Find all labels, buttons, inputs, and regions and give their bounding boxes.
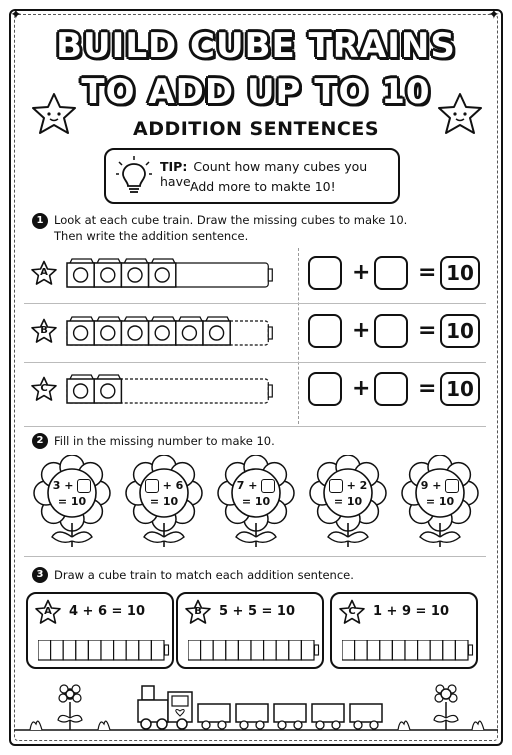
flower-result: = 10 bbox=[333, 495, 363, 508]
flower-equation bbox=[129, 478, 199, 510]
empty-cube-train[interactable] bbox=[38, 640, 170, 662]
page-subtitle: ADDITION SENTENCES bbox=[132, 118, 380, 140]
flower-icon bbox=[434, 685, 458, 730]
section-number-1: 1 bbox=[32, 213, 48, 229]
tip-text-1: Count how many cubes you have. bbox=[160, 159, 368, 189]
train-end-cap bbox=[268, 269, 272, 281]
page-title-line1: BUILD CUBE TRAINS bbox=[56, 26, 456, 66]
card-label: C bbox=[348, 606, 356, 617]
empty-cube-slot bbox=[405, 640, 418, 660]
row-label-star bbox=[30, 260, 58, 290]
empty-cube-slot bbox=[88, 640, 101, 660]
card-sentence: 4 + 6 = 10 bbox=[68, 604, 146, 619]
empty-cube-slot bbox=[276, 640, 289, 660]
flower-equation bbox=[405, 478, 475, 510]
row-label: B bbox=[40, 325, 48, 336]
corner-sparkle-icon: ✦ bbox=[488, 7, 500, 23]
cube-train bbox=[66, 258, 288, 292]
answer-box-1[interactable] bbox=[308, 314, 342, 348]
empty-cube-slot bbox=[201, 640, 214, 660]
empty-cube-slot bbox=[455, 640, 468, 660]
cube bbox=[149, 317, 176, 345]
missing-number-box[interactable] bbox=[329, 479, 343, 493]
cube bbox=[176, 317, 203, 345]
cube bbox=[67, 259, 94, 287]
empty-cube-slot bbox=[51, 640, 64, 660]
flower-addend: 7 + bbox=[236, 479, 258, 492]
missing-number-box[interactable] bbox=[145, 479, 159, 493]
addition-card bbox=[330, 592, 478, 669]
cube bbox=[94, 317, 121, 345]
cube bbox=[121, 259, 148, 287]
flower-result: = 10 bbox=[57, 495, 87, 508]
cube bbox=[121, 317, 148, 345]
empty-cube-slot bbox=[213, 640, 226, 660]
flower-addend: + 2 bbox=[346, 479, 368, 492]
tip-label: TIP: bbox=[160, 159, 188, 174]
empty-cube-slot bbox=[342, 640, 355, 660]
empty-cube-slot bbox=[367, 640, 380, 660]
cube bbox=[203, 317, 230, 345]
empty-cube-slot bbox=[139, 640, 152, 660]
cube-train bbox=[66, 374, 288, 408]
empty-cube-train[interactable] bbox=[342, 640, 474, 662]
flower-equation bbox=[313, 478, 383, 510]
addition-card bbox=[176, 592, 324, 669]
train-and-flowers-illustration bbox=[14, 680, 498, 736]
section1-instruction-2: Then write the addition sentence. bbox=[54, 229, 249, 243]
flower-result: = 10 bbox=[241, 495, 271, 508]
section2-instruction: Fill in the missing number to make 10. bbox=[54, 434, 275, 448]
row-label: C bbox=[40, 383, 48, 394]
total-box: 10 bbox=[440, 256, 480, 290]
empty-cube-slot bbox=[355, 640, 368, 660]
card-label: A bbox=[44, 606, 52, 617]
cube bbox=[67, 317, 94, 345]
total-box: 10 bbox=[440, 372, 480, 406]
cube bbox=[67, 375, 94, 403]
row-label: A bbox=[40, 267, 48, 278]
answer-box-2[interactable] bbox=[374, 256, 408, 290]
empty-cube-slot bbox=[226, 640, 239, 660]
train-end-cap bbox=[268, 385, 272, 397]
empty-cube-slot bbox=[151, 640, 164, 660]
empty-cube-slot bbox=[264, 640, 277, 660]
flower-addend: 3 + bbox=[52, 479, 74, 492]
empty-cube-slot bbox=[380, 640, 393, 660]
lightbulb-icon bbox=[114, 154, 154, 198]
plus-sign: + bbox=[352, 260, 371, 285]
equals-sign: = bbox=[418, 260, 437, 285]
answer-box-2[interactable] bbox=[374, 372, 408, 406]
answer-box-1[interactable] bbox=[308, 372, 342, 406]
empty-cube-slot bbox=[126, 640, 139, 660]
train-end-cap bbox=[268, 327, 272, 339]
missing-number-box[interactable] bbox=[445, 479, 459, 493]
row-label-star bbox=[30, 318, 58, 348]
empty-cube-slot bbox=[251, 640, 264, 660]
section-number-3: 3 bbox=[32, 567, 48, 583]
plus-sign: + bbox=[352, 318, 371, 343]
corner-sparkle-icon: ✦ bbox=[10, 7, 22, 23]
answer-box-2[interactable] bbox=[374, 314, 408, 348]
flower-icon bbox=[58, 685, 82, 730]
cube bbox=[94, 375, 121, 403]
train-engine-icon bbox=[138, 686, 192, 729]
section1-instruction-1: Look at each cube train. Draw the missing cubes to make 10. bbox=[54, 213, 408, 227]
flower-addend: + 6 bbox=[162, 479, 184, 492]
page-title-line2: TO ADD UP TO 10 bbox=[81, 72, 431, 112]
empty-cube-slot bbox=[114, 640, 127, 660]
plus-sign: + bbox=[352, 376, 371, 401]
tip-box bbox=[104, 148, 400, 204]
empty-cube-slot bbox=[188, 640, 201, 660]
flower-addend: 9 + bbox=[420, 479, 442, 492]
missing-number-box[interactable] bbox=[77, 479, 91, 493]
card-sentence: 1 + 9 = 10 bbox=[372, 604, 450, 619]
empty-cube-train[interactable] bbox=[188, 640, 320, 662]
flower-result: = 10 bbox=[149, 495, 179, 508]
tip-line2: Add more to makte 10! bbox=[190, 179, 336, 194]
empty-cube-slot bbox=[430, 640, 443, 660]
cube bbox=[94, 259, 121, 287]
row-divider bbox=[24, 426, 486, 427]
train-car-icon bbox=[198, 704, 382, 729]
empty-cube-slot bbox=[443, 640, 456, 660]
empty-cube-slot bbox=[301, 640, 314, 660]
row-divider bbox=[24, 362, 486, 363]
section-number-2: 2 bbox=[32, 433, 48, 449]
card-label: B bbox=[194, 606, 202, 617]
section1-divider bbox=[298, 248, 299, 424]
row-label-star bbox=[30, 376, 58, 406]
card-sentence: 5 + 5 = 10 bbox=[218, 604, 296, 619]
equals-sign: = bbox=[418, 376, 437, 401]
total-box: 10 bbox=[440, 314, 480, 348]
empty-cube-slot bbox=[392, 640, 405, 660]
empty-cube-slot bbox=[289, 640, 302, 660]
missing-number-box[interactable] bbox=[261, 479, 275, 493]
empty-cube-slot bbox=[101, 640, 114, 660]
empty-cube-slot bbox=[63, 640, 76, 660]
row-divider bbox=[24, 303, 486, 304]
flower-equation bbox=[221, 478, 291, 510]
answer-box-1[interactable] bbox=[308, 256, 342, 290]
equals-sign: = bbox=[418, 318, 437, 343]
row-divider bbox=[24, 556, 486, 557]
section3-instruction: Draw a cube train to match each addition sentence. bbox=[54, 568, 354, 582]
cube bbox=[149, 259, 176, 287]
flower-result: = 10 bbox=[425, 495, 455, 508]
empty-cube-slot bbox=[76, 640, 89, 660]
empty-cube-slot bbox=[38, 640, 51, 660]
cube-train bbox=[66, 316, 288, 350]
addition-card bbox=[26, 592, 174, 669]
empty-cube-slot bbox=[238, 640, 251, 660]
empty-cube-slot bbox=[418, 640, 431, 660]
flower-equation bbox=[37, 478, 107, 510]
